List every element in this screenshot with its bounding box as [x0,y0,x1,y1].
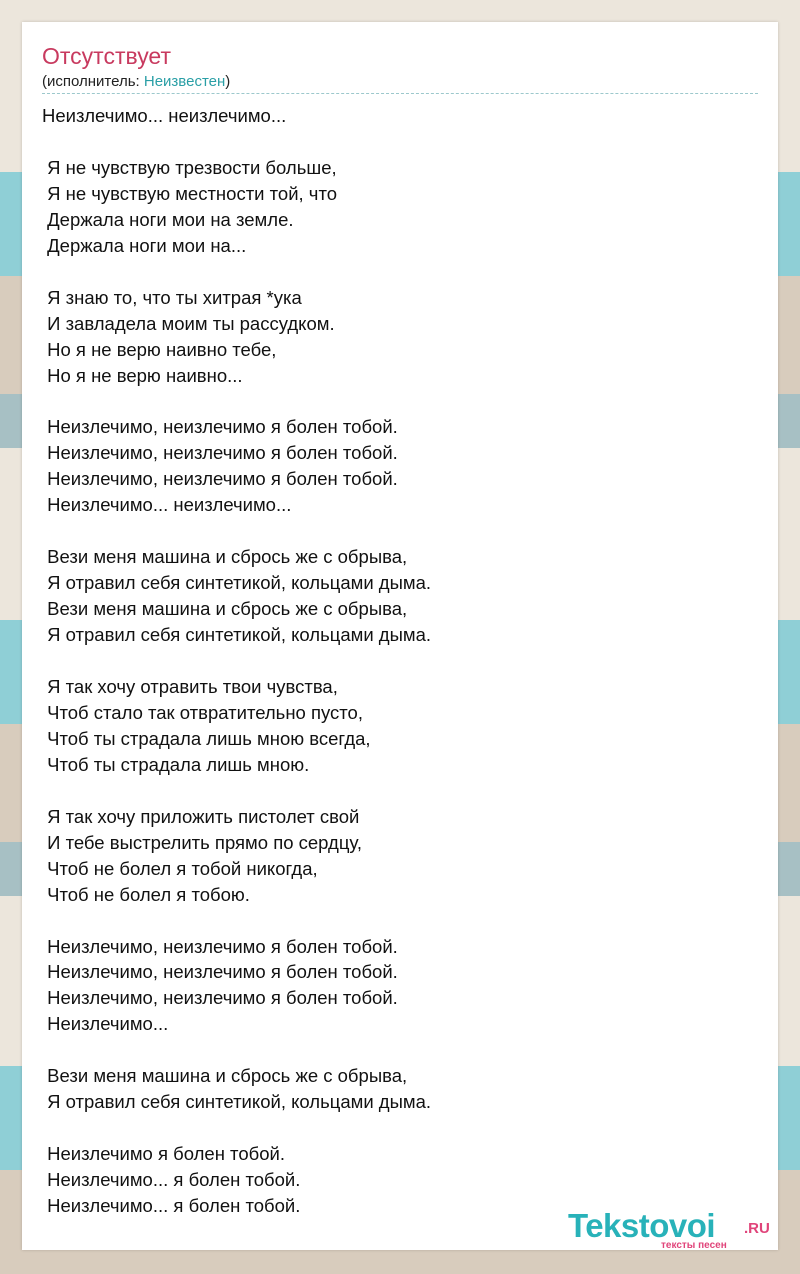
lyric-line: Неизлечимо... я болен тобой. [42,1169,301,1191]
lyric-line: Вези меня машина и сбрось же с обрыва, [42,1065,408,1087]
logo-tld: .RU [744,1220,770,1237]
site-logo[interactable] [568,1206,778,1250]
song-title: Отсутствует [42,43,171,69]
lyric-line: Вези меня машина и сбрось же с обрыва, [42,598,408,620]
lyric-line: Держала ноги мои на земле. [42,208,294,230]
lyric-line: Неизлечимо, неизлечимо я болен тобой. [42,442,398,464]
lyric-line: Чтоб стало так отвратительно пусто, [42,701,363,723]
lyric-line: Держала ноги мои на... [42,234,247,256]
lyric-line: Неизлечимо... неизлечимо... [42,494,292,516]
lyric-line: Я не чувствую трезвости больше, [42,156,337,178]
lyric-line: Чтоб ты страдала лишь мною всегда, [42,727,371,749]
title-divider [42,93,758,94]
lyric-line: И завладела моим ты рассудком. [42,312,335,334]
lyric-line: Неизлечимо... я болен тобой. [42,1195,301,1217]
lyrics-text [42,103,758,1219]
artist-link[interactable]: Неизвестен [143,73,226,90]
lyric-line: Чтоб ты страдала лишь мною. [42,753,310,775]
lyric-line: Неизлечимо... неизлечимо... [42,105,287,126]
lyric-line: Я знаю то, что ты хитрая *ука [42,286,302,308]
logo-brand: Tekstovoi [568,1207,716,1244]
lyric-line: Но я не верю наивно тебе, [42,338,277,360]
lyric-line: Неизлечимо... [42,1013,169,1035]
lyric-line: Неизлечимо, неизлечимо я болен тобой. [42,416,398,438]
lyric-line: Неизлечимо, неизлечимо я болен тобой. [42,961,398,983]
lyric-line: Неизлечимо, неизлечимо я болен тобой. [42,468,398,490]
lyric-line: Но я не верю наивно... [42,364,243,386]
lyric-line: Я отравил себя синтетикой, кольцами дыма. [42,1091,432,1113]
logo-tagline: тексты песен [661,1240,727,1251]
lyric-line: Я так хочу приложить пистолет свой [42,805,360,827]
lyric-line: Неизлечимо, неизлечимо я болен тобой. [42,935,398,957]
artist-suffix: ) [225,73,231,90]
lyrics-card [22,22,778,1250]
lyric-line: Я не чувствую местности той, что [42,182,337,204]
artist-prefix: (исполнитель: [42,73,144,90]
lyric-line: Неизлечимо я болен тобой. [42,1143,285,1165]
lyric-line: Я отравил себя синтетикой, кольцами дыма. [42,624,432,646]
lyric-line: Неизлечимо, неизлечимо я болен тобой. [42,987,398,1009]
lyric-line: Чтоб не болел я тобою. [42,883,250,905]
lyric-line: Чтоб не болел я тобой никогда, [42,857,318,879]
artist-line [42,73,230,91]
lyric-line: Я отравил себя синтетикой, кольцами дыма. [42,572,432,594]
lyric-line: И тебе выстрелить прямо по сердцу, [42,831,362,853]
lyric-line: Я так хочу отравить твои чувства, [42,675,338,697]
lyric-line: Вези меня машина и сбрось же с обрыва, [42,546,408,568]
